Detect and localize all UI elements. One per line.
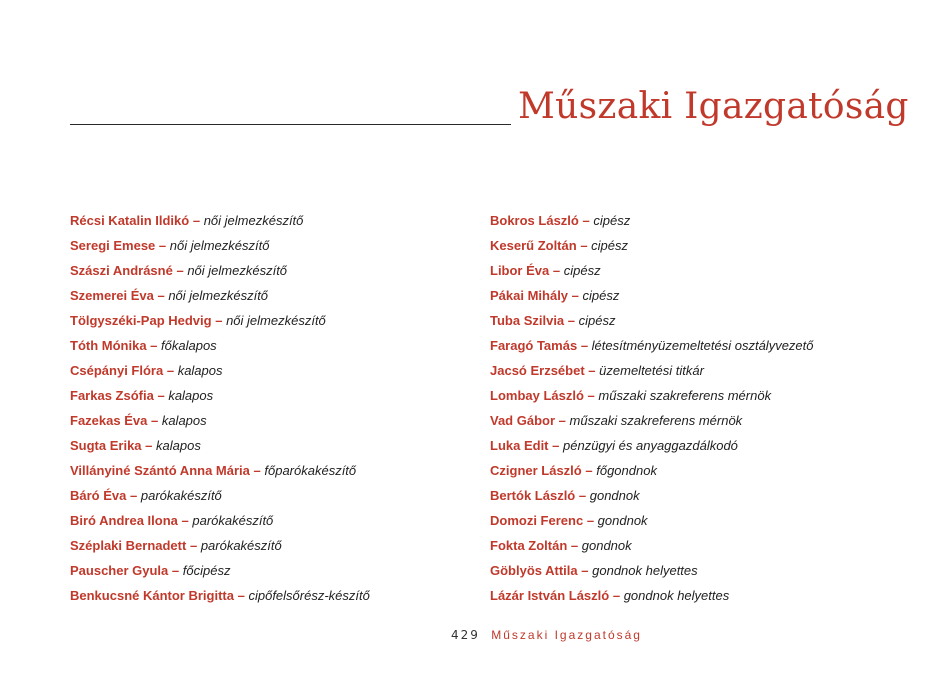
separator-dash: – bbox=[150, 413, 159, 428]
separator-dash: – bbox=[571, 288, 579, 303]
staff-name: Pákai Mihály bbox=[490, 288, 569, 303]
staff-role: női jelmezkészítő bbox=[226, 313, 326, 328]
staff-name: Seregi Emese bbox=[70, 238, 156, 253]
staff-role: kalapos bbox=[168, 388, 214, 403]
staff-name: Göblyös Attila bbox=[490, 563, 578, 578]
staff-role: parókakészítő bbox=[140, 488, 222, 503]
staff-role: gondnok helyettes bbox=[592, 563, 698, 578]
page-number: 429 bbox=[451, 628, 480, 642]
staff-row bbox=[490, 283, 814, 308]
separator-dash: – bbox=[581, 563, 589, 578]
staff-role: főcipész bbox=[182, 563, 231, 578]
staff-name: Szemerei Éva bbox=[70, 288, 154, 303]
staff-name: Fokta Zoltán bbox=[490, 538, 568, 553]
staff-row bbox=[490, 558, 814, 583]
staff-name: Lázár István László bbox=[490, 588, 610, 603]
staff-name: Keserű Zoltán bbox=[490, 238, 577, 253]
separator-dash: – bbox=[612, 588, 621, 603]
separator-dash: – bbox=[253, 463, 261, 478]
staff-name: Csépányi Flóra bbox=[70, 363, 164, 378]
staff-role: gondnok bbox=[581, 538, 632, 553]
staff-role: kalapos bbox=[156, 438, 201, 453]
staff-role: gondnok bbox=[597, 513, 648, 528]
staff-row bbox=[70, 308, 370, 333]
staff-row bbox=[490, 583, 814, 608]
footer-section-title: Műszaki Igazgatóság bbox=[491, 628, 642, 642]
staff-row bbox=[70, 208, 370, 233]
separator-dash: – bbox=[552, 438, 560, 453]
separator-dash: – bbox=[558, 413, 566, 428]
separator-dash: – bbox=[181, 513, 189, 528]
staff-role: gondnok bbox=[589, 488, 640, 503]
staff-role: cipész bbox=[563, 263, 601, 278]
separator-dash: – bbox=[587, 388, 595, 403]
staff-name: Vad Gábor bbox=[490, 413, 556, 428]
right-column bbox=[490, 208, 814, 608]
staff-row bbox=[490, 533, 814, 558]
staff-role: főgondnok bbox=[596, 463, 657, 478]
staff-role: cipész bbox=[578, 313, 616, 328]
separator-dash: – bbox=[157, 288, 165, 303]
staff-role: főkalapos bbox=[161, 338, 217, 353]
staff-role: cipész bbox=[593, 213, 631, 228]
staff-role: gondnok helyettes bbox=[623, 588, 730, 603]
staff-row bbox=[70, 483, 370, 508]
staff-role: cipész bbox=[582, 288, 620, 303]
staff-name: Pauscher Gyula bbox=[70, 563, 169, 578]
staff-name: Domozi Ferenc bbox=[490, 513, 584, 528]
staff-role: főparókakészítő bbox=[264, 463, 357, 478]
staff-name: Libor Éva bbox=[490, 263, 550, 278]
staff-row bbox=[70, 508, 370, 533]
separator-dash: – bbox=[580, 238, 588, 253]
separator-dash: – bbox=[570, 538, 579, 553]
separator-dash: – bbox=[176, 263, 184, 278]
staff-row bbox=[490, 408, 814, 433]
staff-role: műszaki szakreferens mérnök bbox=[569, 413, 743, 428]
staff-name: Villányiné Szántó Anna Mária bbox=[70, 463, 250, 478]
staff-role: műszaki szakreferens mérnök bbox=[598, 388, 772, 403]
title-rule bbox=[70, 124, 511, 125]
staff-row bbox=[490, 508, 814, 533]
staff-row bbox=[70, 583, 370, 608]
separator-dash: – bbox=[158, 238, 167, 253]
staff-row bbox=[490, 358, 814, 383]
staff-row bbox=[490, 208, 814, 233]
separator-dash: – bbox=[150, 338, 158, 353]
staff-row bbox=[70, 408, 370, 433]
staff-row bbox=[70, 383, 370, 408]
staff-name: Czigner László bbox=[490, 463, 582, 478]
staff-row bbox=[70, 233, 370, 258]
staff-name: Jacsó Erzsébet bbox=[490, 363, 585, 378]
staff-role: kalapos bbox=[161, 413, 207, 428]
staff-row bbox=[70, 533, 370, 558]
separator-dash: – bbox=[585, 463, 593, 478]
staff-name: Faragó Tamás bbox=[490, 338, 578, 353]
page-footer bbox=[451, 628, 642, 642]
separator-dash: – bbox=[145, 438, 153, 453]
staff-name: Báró Éva bbox=[70, 488, 127, 503]
staff-row bbox=[490, 333, 814, 358]
separator-dash: – bbox=[552, 263, 561, 278]
staff-name: Récsi Katalin Ildikó bbox=[70, 213, 190, 228]
staff-role: létesítményüzemeltetési osztályvezető bbox=[591, 338, 814, 353]
left-column bbox=[70, 208, 370, 608]
separator-dash: – bbox=[189, 538, 198, 553]
staff-name: Szászi Andrásné bbox=[70, 263, 173, 278]
staff-row bbox=[70, 358, 370, 383]
staff-row bbox=[70, 333, 370, 358]
staff-row bbox=[70, 433, 370, 458]
staff-row bbox=[490, 258, 814, 283]
separator-dash: – bbox=[166, 363, 175, 378]
separator-dash: – bbox=[130, 488, 138, 503]
staff-role: női jelmezkészítő bbox=[203, 213, 304, 228]
staff-name: Farkas Zsófia bbox=[70, 388, 154, 403]
staff-row bbox=[490, 458, 814, 483]
staff-role: női jelmezkészítő bbox=[169, 238, 270, 253]
separator-dash: – bbox=[237, 588, 245, 603]
staff-row bbox=[490, 433, 814, 458]
separator-dash: – bbox=[215, 313, 223, 328]
separator-dash: – bbox=[578, 488, 587, 503]
separator-dash: – bbox=[192, 213, 201, 228]
page-title: Műszaki Igazgatóság bbox=[518, 86, 909, 127]
staff-role: cipőfelsőrész-készítő bbox=[248, 588, 370, 603]
staff-name: Tuba Szilvia bbox=[490, 313, 565, 328]
staff-name: Sugta Erika bbox=[70, 438, 142, 453]
staff-name: Lombay László bbox=[490, 388, 584, 403]
staff-role: parókakészítő bbox=[192, 513, 274, 528]
separator-dash: – bbox=[580, 338, 589, 353]
staff-name: Fazekas Éva bbox=[70, 413, 148, 428]
staff-name: Biró Andrea Ilona bbox=[70, 513, 178, 528]
staff-name: Benkucsné Kántor Brigitta bbox=[70, 588, 234, 603]
staff-row bbox=[490, 383, 814, 408]
staff-row bbox=[70, 558, 370, 583]
separator-dash: – bbox=[586, 513, 595, 528]
separator-dash: – bbox=[157, 388, 165, 403]
staff-role: női jelmezkészítő bbox=[187, 263, 288, 278]
staff-name: Tölgyszéki-Pap Hedvig bbox=[70, 313, 212, 328]
staff-row bbox=[70, 283, 370, 308]
staff-name: Bokros László bbox=[490, 213, 579, 228]
staff-row bbox=[490, 483, 814, 508]
separator-dash: – bbox=[171, 563, 180, 578]
staff-role: pénzügyi és anyaggazdálkodó bbox=[563, 438, 738, 453]
staff-name: Tóth Mónika bbox=[70, 338, 147, 353]
staff-role: női jelmezkészítő bbox=[168, 288, 269, 303]
staff-row bbox=[490, 233, 814, 258]
staff-role: üzemeltetési titkár bbox=[599, 363, 704, 378]
separator-dash: – bbox=[567, 313, 576, 328]
staff-name: Luka Edit bbox=[490, 438, 549, 453]
staff-row bbox=[490, 308, 814, 333]
staff-role: parókakészítő bbox=[200, 538, 282, 553]
staff-row bbox=[70, 458, 370, 483]
staff-name: Széplaki Bernadett bbox=[70, 538, 187, 553]
staff-role: cipész bbox=[591, 238, 629, 253]
separator-dash: – bbox=[588, 363, 596, 378]
separator-dash: – bbox=[582, 213, 590, 228]
staff-row bbox=[70, 258, 370, 283]
staff-name: Bertók László bbox=[490, 488, 576, 503]
staff-role: kalapos bbox=[177, 363, 223, 378]
